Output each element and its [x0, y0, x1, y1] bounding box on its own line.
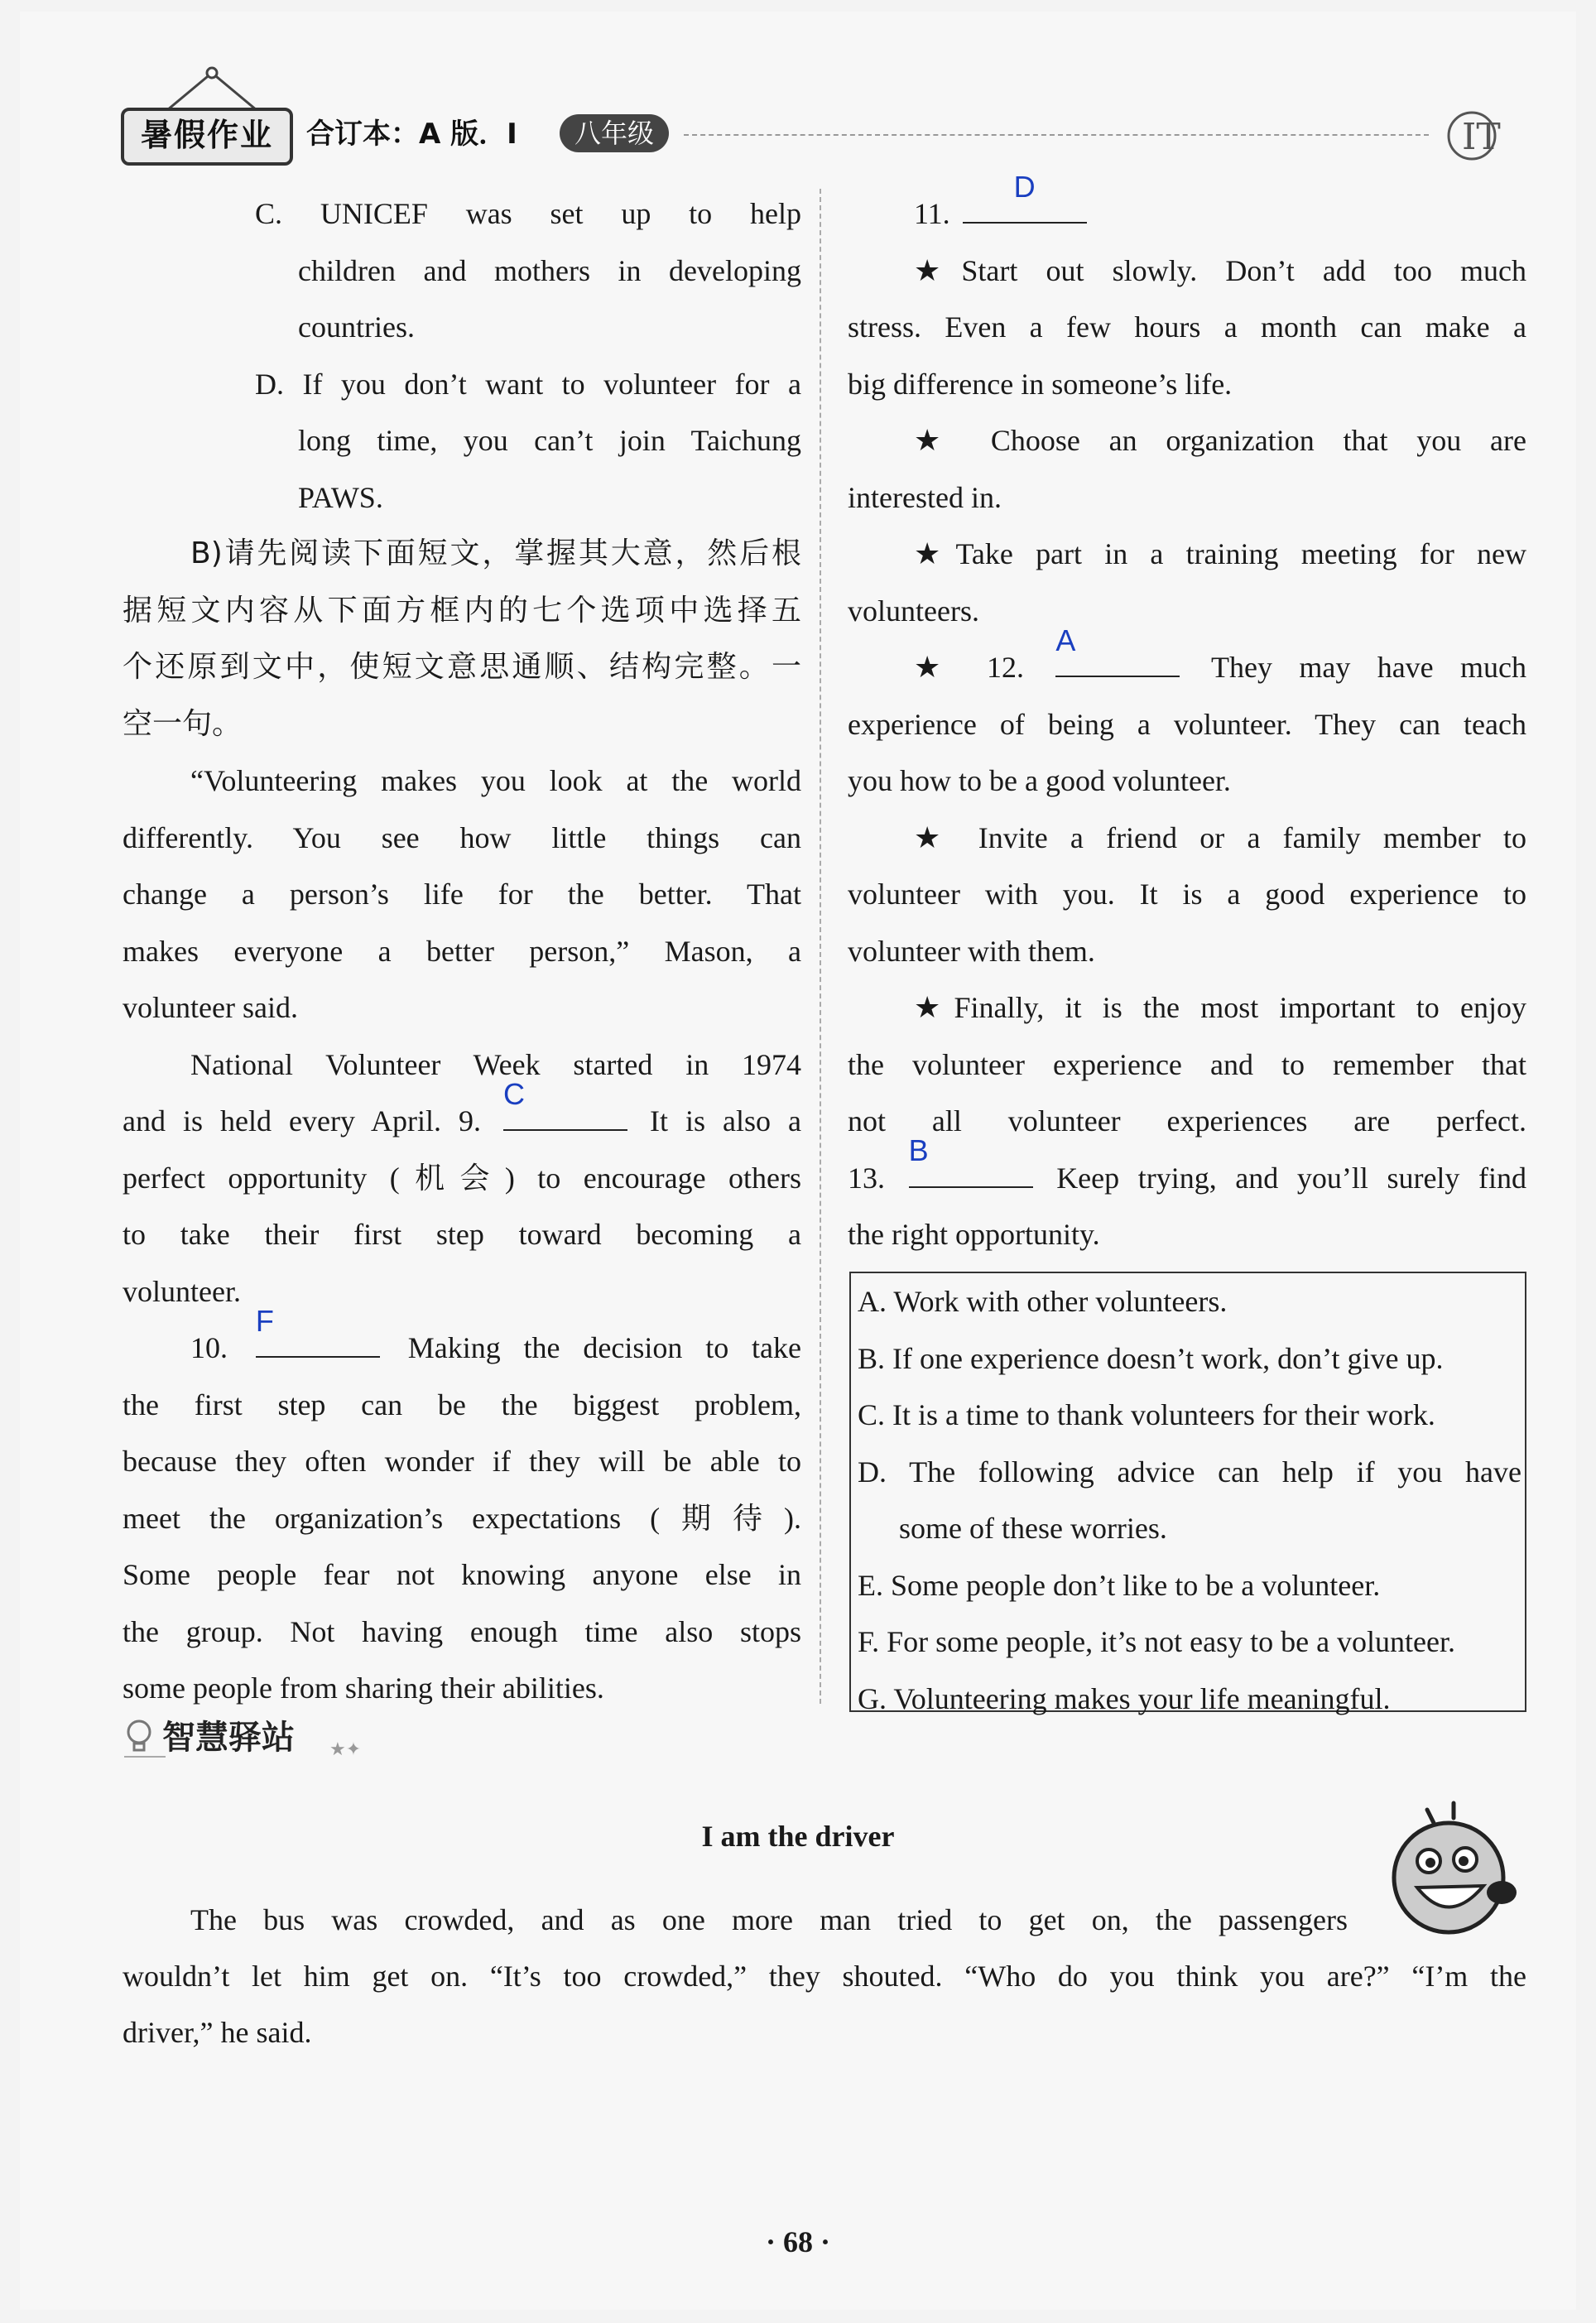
tip-line: ★ Choose an organization that you are: [914, 424, 1526, 457]
sparkle-icon: ★✦: [329, 1739, 362, 1759]
tip-line: ★Take part in a training meeting for new: [914, 537, 1526, 570]
option-f: F. For some people, it’s not easy to be a volunteer.: [858, 1625, 1456, 1658]
paragraph-line: perfect opportunity (机会) to encourage others: [123, 1161, 801, 1195]
tip-line: big difference in someone’s life.: [848, 367, 1233, 401]
text-fragment: and is held every April. 9.: [123, 1104, 481, 1137]
paragraph-line: meet the organization’s expectations (期待).: [123, 1501, 801, 1535]
answer-blank-11[interactable]: [963, 169, 1087, 224]
page-number: · 68 ·: [765, 2225, 830, 2258]
tip-line: volunteer with them.: [848, 934, 1095, 968]
paragraph-line: change a person’s life for the better. That: [123, 878, 801, 911]
option-d-line: D. If you don’t want to volunteer for a: [255, 367, 801, 401]
tip-line: experience of being a volunteer. They can teach: [848, 707, 1526, 741]
option-d-line: long time, you can’t join Taichung: [298, 424, 801, 457]
edition-label: 合订本：A 版．I: [306, 118, 517, 151]
text-fragment: Making the decision to take: [407, 1331, 802, 1364]
option-d-line: PAWS.: [298, 480, 383, 514]
option-a: A. Work with other volunteers.: [858, 1285, 1228, 1318]
paragraph-line: volunteer.: [123, 1274, 241, 1308]
answer-blank-13[interactable]: [908, 1133, 1033, 1188]
tip-line: the volunteer experience and to remember that: [848, 1047, 1526, 1081]
tip-line: stress. Even a few hours a month can make a: [848, 310, 1526, 344]
tip-line: you how to be a good volunteer.: [848, 764, 1231, 797]
text-fragment: Keep trying, and you’ll surely find: [1056, 1161, 1527, 1195]
paragraph-line: makes everyone a better person,” Mason, a: [123, 934, 801, 968]
tip-line: the right opportunity.: [848, 1218, 1100, 1251]
question-line: [848, 169, 1526, 243]
option-c-line: countries.: [298, 310, 415, 344]
instruction-line: 据短文内容从下面方框内的七个选项中选择五: [123, 593, 801, 628]
story-line: driver,” he said.: [123, 2016, 312, 2049]
option-d: D. The following advice can help if you have: [858, 1455, 1521, 1489]
paragraph-line: because they often wonder if they will be able to: [123, 1445, 801, 1478]
tip-line: ★ Invite a friend or a family member to: [914, 820, 1526, 854]
instruction-line: 空一句。: [123, 706, 243, 741]
question-number: 13.: [848, 1161, 885, 1195]
option-b: B. If one experience doesn’t work, don’t give up.: [858, 1341, 1444, 1375]
page-header: [121, 66, 1528, 157]
option-c-line: children and mothers in developing: [298, 253, 801, 287]
paragraph-line: “Volunteering makes you look at the world: [190, 764, 801, 797]
grade-badge: 八年级: [560, 114, 669, 152]
section-title: 智慧驿站: [162, 1719, 295, 1757]
tip-line: interested in.: [848, 480, 1002, 514]
tip-line: [848, 623, 1526, 696]
options-box: [849, 1272, 1526, 1715]
it-logo-icon: [1444, 99, 1518, 166]
answer-blank-9[interactable]: [502, 1076, 627, 1131]
tip-line: volunteers.: [848, 594, 979, 628]
tip-line: volunteer with you. It is a good experience to: [848, 878, 1526, 911]
tip-line: [848, 1133, 1527, 1207]
column-divider: [820, 189, 821, 1704]
option-e: E. Some people don’t like to be a volunteer.: [858, 1568, 1381, 1602]
answer-9: C: [502, 1076, 525, 1111]
header-divider: [684, 134, 1429, 136]
instruction-line: 个还原到文中，使短文意思通顺、结构完整。一: [123, 650, 801, 684]
paragraph-line: [123, 1076, 801, 1150]
answer-12: A: [1055, 623, 1076, 657]
joke-story: [123, 1892, 1526, 2061]
svg-text:IT: IT: [1462, 116, 1501, 158]
text-fragment: It is also a: [650, 1104, 801, 1137]
answer-11: D: [1013, 169, 1036, 204]
paragraph-line: the group. Not having enough time also stops: [123, 1614, 801, 1648]
tip-line: ★Start out slowly. Don’t add too much: [914, 253, 1526, 287]
tip-line: ★Finally, it is the most important to enjoy: [914, 991, 1526, 1024]
paragraph-line: Some people fear not knowing anyone else in: [123, 1558, 801, 1591]
option-d-continued: some of these worries.: [899, 1512, 1167, 1545]
paragraph-line: some people from sharing their abilities.: [123, 1671, 604, 1705]
paragraph-line: to take their first step toward becoming a: [123, 1218, 801, 1251]
text-fragment: They may have much: [1211, 651, 1526, 684]
paragraph-line: National Volunteer Week started in 1974: [190, 1047, 801, 1081]
story-line: wouldn’t let him get on. “It’s too crowded,” they shouted. “Who do you think you are?” “I’m the: [123, 1960, 1526, 1993]
right-column: [848, 169, 1527, 1263]
option-c: C. It is a time to thank volunteers for their work.: [858, 1398, 1435, 1431]
answer-10: F: [255, 1303, 274, 1338]
paragraph-line: volunteer said.: [123, 991, 298, 1024]
story-title: I am the driver: [701, 1820, 895, 1853]
book-series-badge: 暑假作业: [121, 108, 293, 166]
answer-13: B: [908, 1133, 929, 1167]
answer-blank-12[interactable]: [1055, 623, 1180, 677]
answer-blank-10[interactable]: [255, 1303, 380, 1358]
story-line: The bus was crowded, and as one more man tried to get on, the passengers: [190, 1903, 1348, 1936]
paragraph-line: [123, 1303, 802, 1377]
instruction-line: B)请先阅读下面短文，掌握其大意，然后根: [190, 536, 801, 570]
question-number: 10.: [190, 1331, 228, 1364]
question-number: 11.: [914, 197, 950, 230]
paragraph-line: differently. You see how little things can: [123, 820, 801, 854]
tip-line: not all volunteer experiences are perfect.: [848, 1104, 1526, 1137]
option-c-line: C. UNICEF was set up to help: [255, 197, 801, 230]
paragraph-line: the first step can be the biggest problem,: [123, 1388, 801, 1421]
option-g: G. Volunteering makes your life meaningful.: [858, 1681, 1391, 1715]
left-column: [123, 185, 801, 1717]
question-number: ★ 12.: [914, 651, 1024, 684]
